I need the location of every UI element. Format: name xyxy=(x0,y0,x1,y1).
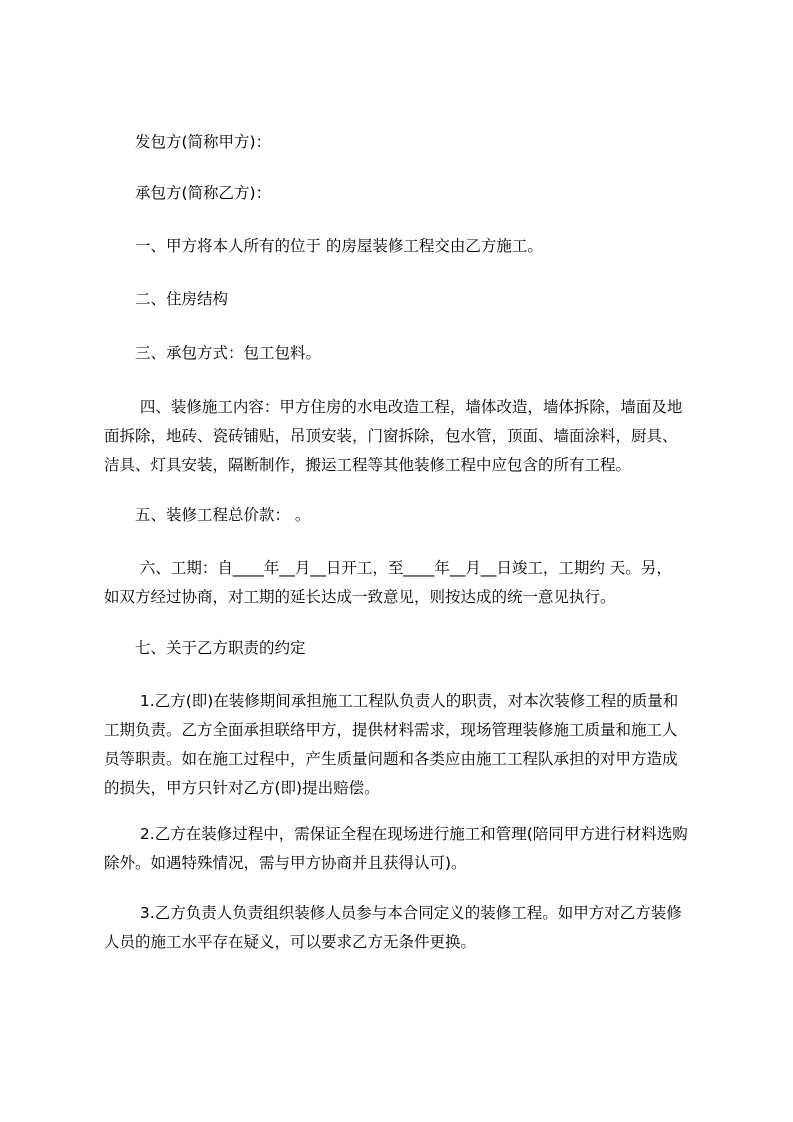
text-line: 3.乙方负责人负责组织装修人员参与本合同定义的装修工程。如甲方对乙方装修 xyxy=(104,904,682,922)
text-line: 三、承包方式：包工包料。 xyxy=(104,344,322,362)
text-line: 二、住房结构 xyxy=(104,290,229,308)
paragraph-clause-4 xyxy=(104,397,704,484)
text-line: 的损失，甲方只针对乙方(即)提出赔偿。 xyxy=(104,779,380,797)
text-line: 洁具、灯具安装，隔断制作，搬运工程等其他装修工程中应包含的所有工程。 xyxy=(104,456,632,474)
paragraph-clause-7-item-3 xyxy=(104,903,704,961)
text-line: 承包方(简称乙方)： xyxy=(104,184,272,202)
text-line: 人员的施工水平存在疑义，可以要求乙方无条件更换。 xyxy=(104,933,477,951)
text-line: 发包方(简称甲方)： xyxy=(104,133,272,151)
text-line: 员等职责。如在施工过程中，产生质量问题和各类应由施工工程队承担的对甲方造成 xyxy=(104,750,678,768)
paragraph-clause-7-item-1 xyxy=(104,691,704,807)
paragraph-party-b xyxy=(104,183,704,212)
paragraph-clause-1 xyxy=(104,236,704,265)
text-line: 七、关于乙方职责的约定 xyxy=(104,639,306,657)
text-line: 四、装修施工内容：甲方住房的水电改造工程，墙体改造，墙体拆除，墙面及地 xyxy=(104,398,683,416)
text-line: 六、工期：自____年__月__日开工，至____年__月__日竣工，工期约 天。另， xyxy=(104,559,672,577)
text-line: 2.乙方在装修过程中，需保证全程在现场进行施工和管理(陪同甲方进行材料选购 xyxy=(104,825,688,843)
paragraph-clause-7-item-2 xyxy=(104,824,704,882)
text-line: 如双方经过协商，对工期的延长达成一致意见，则按达成的统一意见执行。 xyxy=(104,588,616,606)
text-line: 五、装修工程总价款： 。 xyxy=(104,506,311,524)
text-line: 1.乙方(即)在装修期间承担施工工程队负责人的职责，对本次装修工程的质量和 xyxy=(104,692,679,710)
paragraph-clause-3 xyxy=(104,343,704,372)
paragraph-party-a xyxy=(104,132,704,161)
paragraph-clause-5 xyxy=(104,505,704,534)
paragraph-clause-2 xyxy=(104,289,704,318)
text-line: 一、甲方将本人所有的位于 的房屋装修工程交由乙方施工。 xyxy=(104,237,543,255)
text-line: 面拆除，地砖、瓷砖铺贴，吊顶安装，门窗拆除，包水管，顶面、墙面涂料，厨具、 xyxy=(104,427,678,445)
paragraph-clause-7 xyxy=(104,638,704,667)
paragraph-clause-6 xyxy=(104,558,704,616)
text-line: 除外。如遇特殊情况，需与甲方协商并且获得认可)。 xyxy=(104,854,467,872)
text-line: 工期负责。乙方全面承担联络甲方，提供材料需求，现场管理装修施工质量和施工人 xyxy=(104,721,678,739)
